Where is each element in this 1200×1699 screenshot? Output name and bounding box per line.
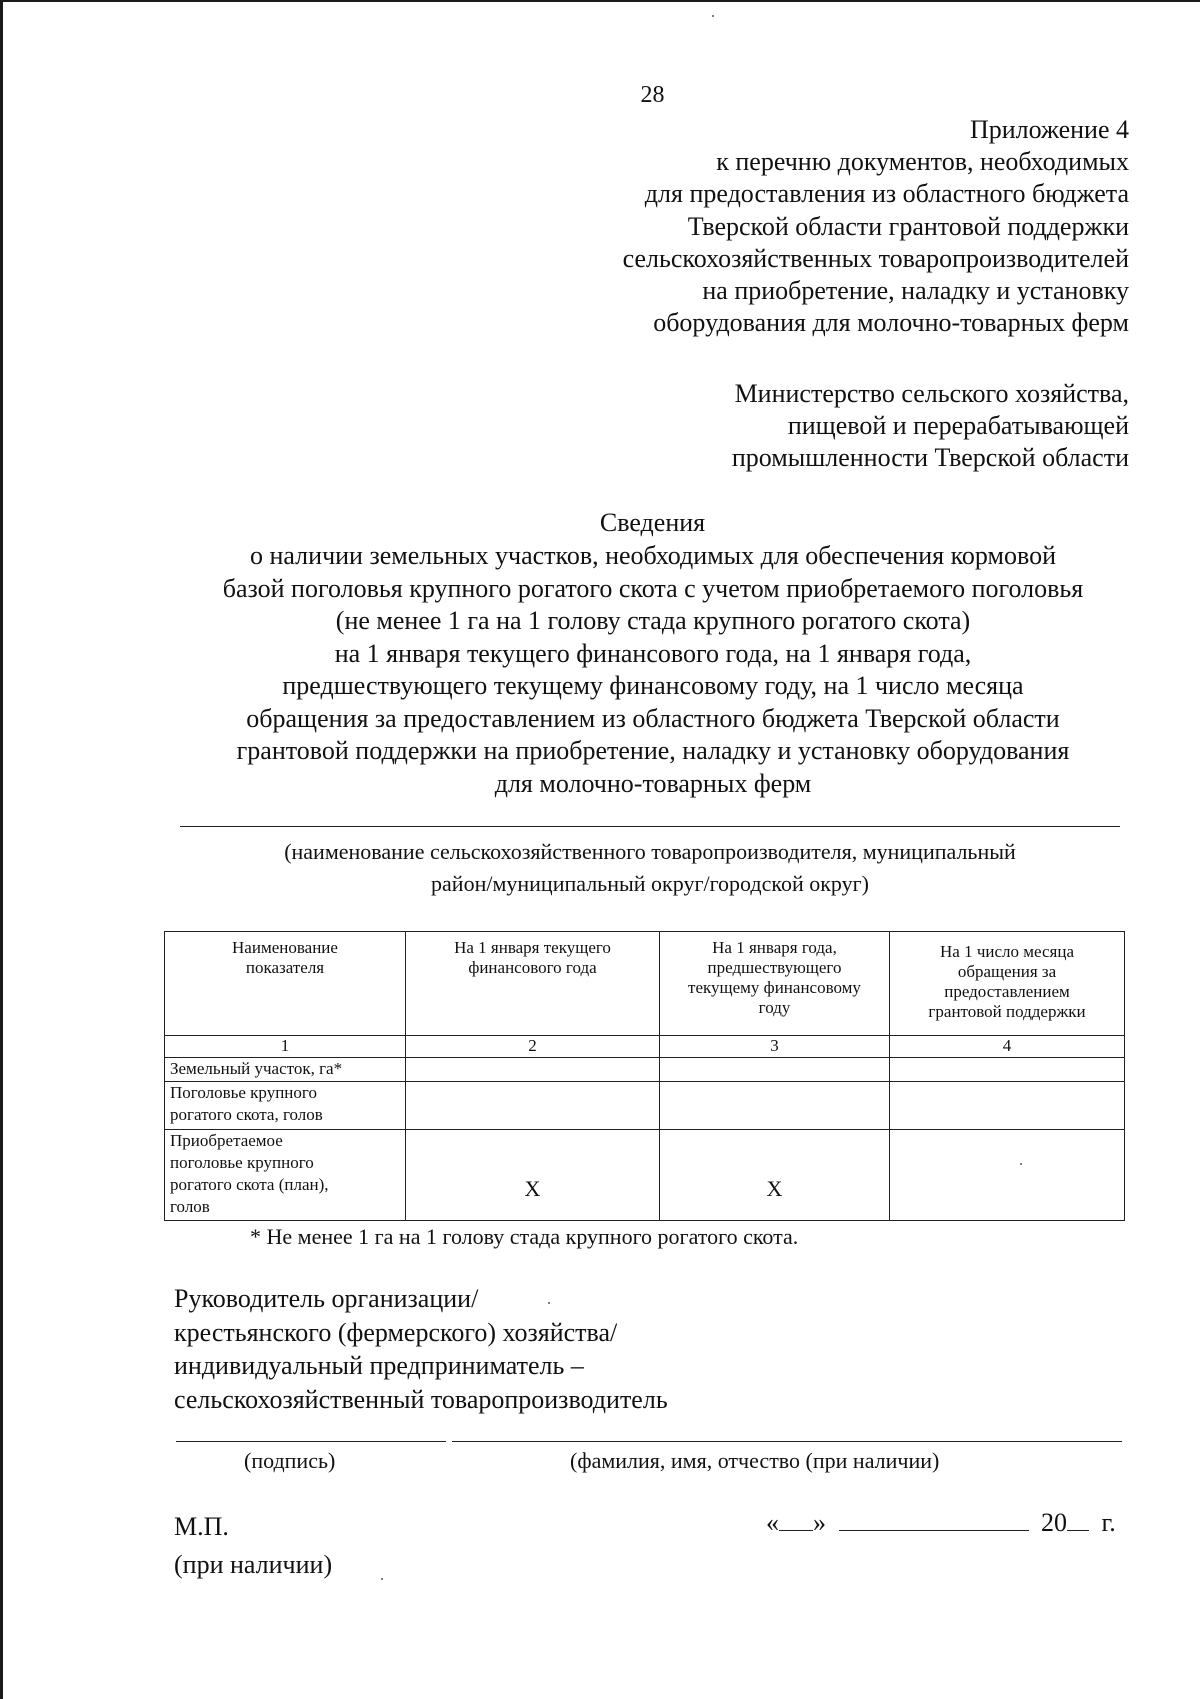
row-label: Приобретаемое поголовье крупного рогатого скота (план), голов	[165, 1130, 406, 1221]
stamp-note: (при наличии)	[174, 1550, 333, 1579]
scan-speck	[381, 1578, 383, 1580]
annex-line: оборудования для молочно-товарных ферм	[653, 308, 1129, 338]
signatory-line: крестьянского (фермерского) хозяйства/	[174, 1317, 618, 1347]
document-subtitle	[172, 540, 1134, 800]
stamp-label: М.П.	[174, 1512, 229, 1541]
table-cell-not-applicable: X	[406, 1130, 660, 1221]
addressee-line: промышленности Тверской области	[731, 443, 1129, 473]
scan-edge-left	[0, 0, 3, 1699]
annex-line: Тверской области грантовой поддержки	[687, 211, 1129, 241]
full-name-field-line	[452, 1441, 1122, 1442]
subtitle-line: на 1 января текущего финансового года, на 1 января года,	[334, 638, 972, 668]
column-number: 3	[660, 1036, 890, 1058]
table-cell	[890, 1058, 1125, 1082]
signatory-block	[174, 1282, 668, 1416]
subtitle-line: для молочно-товарных ферм	[494, 768, 812, 798]
signatory-line: Руководитель организации/	[174, 1284, 479, 1313]
column-number: 1	[165, 1036, 406, 1058]
annex-line: Приложение 4	[969, 115, 1129, 144]
table-row	[165, 1130, 1125, 1221]
day-blank	[779, 1510, 813, 1531]
annex-block	[623, 114, 1129, 339]
stamp-block	[174, 1508, 332, 1584]
addressee-block	[732, 378, 1129, 475]
signature-caption: (подпись)	[244, 1448, 336, 1473]
table-cell	[660, 1082, 890, 1130]
table-header-row	[165, 932, 1125, 1036]
producer-name-field-line	[180, 826, 1120, 827]
table-cell-not-applicable: X	[660, 1130, 890, 1221]
producer-name-caption	[180, 836, 1120, 900]
table-cell	[660, 1058, 890, 1082]
header-indicator-name: Наименование показателя	[165, 932, 406, 1036]
signatory-line: сельскохозяйственный товаропроизводитель	[174, 1384, 668, 1414]
scan-speck	[1020, 1163, 1022, 1165]
subtitle-line: базой поголовья крупного рогатого скота с учетом приобретаемого поголовья	[222, 573, 1084, 603]
signature-field-line	[176, 1441, 446, 1442]
row-label: Земельный участок, га*	[165, 1058, 406, 1082]
subtitle-line: предшествующего текущему финансовому году, на 1 число месяца	[282, 671, 1024, 700]
full-name-caption: (фамилия, имя, отчество (при наличии)	[570, 1448, 940, 1473]
table-row	[165, 1082, 1125, 1130]
table-cell	[890, 1082, 1125, 1130]
header-application-month: На 1 число месяца обращения за предоставлением грантовой поддержки	[890, 932, 1125, 1036]
column-number: 4	[890, 1036, 1125, 1058]
table-number-row	[165, 1036, 1125, 1058]
caption-line: район/муниципальный округ/городской округ)	[431, 871, 869, 896]
header-current-year: На 1 января текущего финансового года	[406, 932, 660, 1036]
scan-edge-top	[0, 0, 1200, 2]
month-blank	[839, 1510, 1029, 1531]
page-number: 28	[640, 82, 665, 108]
subtitle-line: (не менее 1 га на 1 голову стада крупного рогатого скота)	[335, 606, 971, 635]
year-prefix: 20	[1041, 1508, 1067, 1537]
scan-speck	[548, 1302, 550, 1304]
table-cell	[406, 1058, 660, 1082]
subtitle-line: обращения за предоставлением из областного бюджета Тверской области	[246, 703, 1060, 733]
annex-line: для предоставления из областного бюджета	[644, 179, 1129, 209]
caption-line: (наименование сельскохозяйственного товаропроизводителя, муниципальный	[284, 839, 1016, 864]
addressee-line: пищевой и перерабатывающей	[787, 411, 1129, 441]
row-label: Поголовье крупного рогатого скота, голов	[165, 1082, 406, 1130]
scan-speck	[712, 15, 714, 17]
land-plots-table	[164, 931, 1125, 1221]
date-field	[766, 1508, 1126, 1538]
footnote: * Не менее 1 га на 1 голову стада крупного рогатого скота.	[250, 1224, 799, 1249]
table-cell	[890, 1130, 1125, 1221]
annex-line: на приобретение, наладку и установку	[702, 276, 1129, 306]
signatory-line: индивидуальный предприниматель –	[174, 1351, 584, 1381]
header-previous-year: На 1 января года, предшествующего текущему финансовому году	[660, 932, 890, 1036]
year-suffix: г.	[1101, 1508, 1116, 1537]
subtitle-line: грантовой поддержки на приобретение, наладку и установку оборудования	[236, 736, 1070, 765]
table-row	[165, 1058, 1125, 1082]
column-number: 2	[406, 1036, 660, 1058]
annex-line: сельскохозяйственных товаропроизводителей	[622, 243, 1129, 273]
document-title: Сведения	[599, 508, 706, 537]
year-blank	[1067, 1510, 1089, 1531]
date-close-quote: »	[813, 1508, 826, 1537]
subtitle-line: о наличии земельных участков, необходимых для обеспечения кормовой	[250, 541, 1056, 570]
annex-line: к перечню документов, необходимых	[716, 147, 1129, 177]
date-open-quote: «	[766, 1508, 779, 1537]
addressee-line: Министерство сельского хозяйства,	[734, 379, 1129, 408]
table-cell	[406, 1082, 660, 1130]
